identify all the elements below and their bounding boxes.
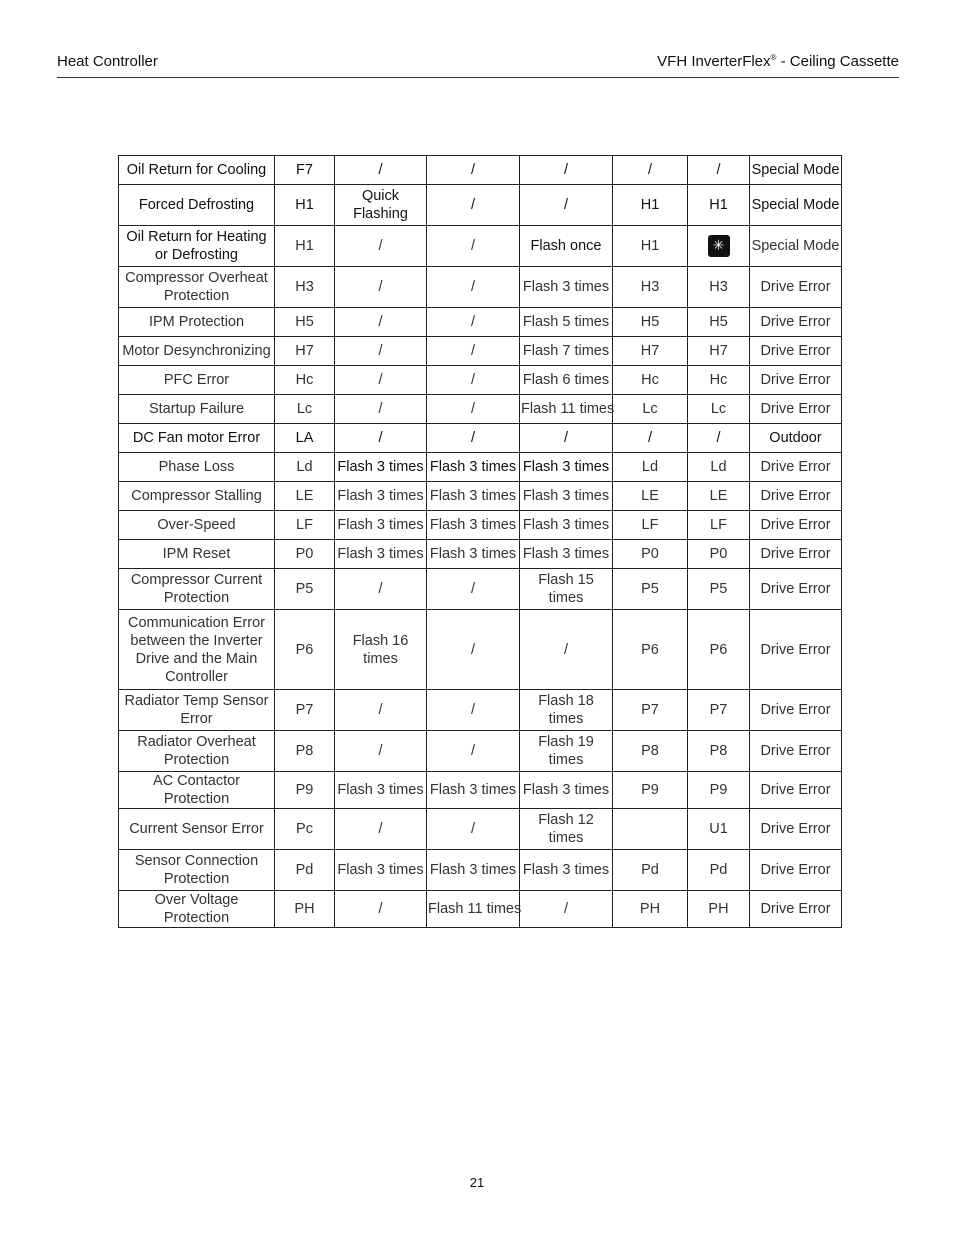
cell-error-name: Over Voltage Protection <box>119 891 275 928</box>
cell-led-1: Flash 3 times <box>335 482 427 511</box>
cell-error-name: Over-Speed <box>119 511 275 540</box>
cell-led-1: / <box>335 569 427 610</box>
cell-display-2: / <box>688 424 750 453</box>
cell-display-1 <box>613 809 688 850</box>
cell-category: Drive Error <box>750 690 842 731</box>
cell-display-1: P8 <box>613 731 688 772</box>
cell-led-3: Flash 3 times <box>520 772 613 809</box>
cell-led-1: Quick Flashing <box>335 185 427 226</box>
cell-display-1: H7 <box>613 337 688 366</box>
cell-code: H5 <box>275 308 335 337</box>
cell-display-2: P0 <box>688 540 750 569</box>
cell-display-2: LF <box>688 511 750 540</box>
cell-led-2: Flash 3 times <box>427 540 520 569</box>
table-row <box>119 610 842 690</box>
cell-led-1: / <box>335 337 427 366</box>
table-row <box>119 185 842 226</box>
cell-category: Drive Error <box>750 366 842 395</box>
cell-led-1: / <box>335 690 427 731</box>
cell-led-2: / <box>427 337 520 366</box>
cell-code: Ld <box>275 453 335 482</box>
cell-led-1: / <box>335 891 427 928</box>
cell-led-1: / <box>335 226 427 267</box>
cell-error-name: PFC Error <box>119 366 275 395</box>
table-row <box>119 226 842 267</box>
table-row <box>119 395 842 424</box>
cell-led-2: Flash 3 times <box>427 850 520 891</box>
cell-display-1: LE <box>613 482 688 511</box>
cell-error-name: Radiator Temp Sensor Error <box>119 690 275 731</box>
cell-error-name: Radiator Overheat Protection <box>119 731 275 772</box>
table-row <box>119 424 842 453</box>
cell-display-2: H7 <box>688 337 750 366</box>
table-row <box>119 569 842 610</box>
cell-category: Drive Error <box>750 453 842 482</box>
header-left-title: Heat Controller <box>57 53 158 70</box>
cell-led-3: Flash once <box>520 226 613 267</box>
table-row <box>119 308 842 337</box>
cell-led-2: Flash 11 times <box>427 891 520 928</box>
table-row <box>119 891 842 928</box>
cell-display-1: P6 <box>613 610 688 690</box>
table-row <box>119 453 842 482</box>
cell-led-2: / <box>427 185 520 226</box>
cell-led-3: / <box>520 424 613 453</box>
cell-code: P6 <box>275 610 335 690</box>
cell-display-1: PH <box>613 891 688 928</box>
cell-display-1: P5 <box>613 569 688 610</box>
cell-category: Drive Error <box>750 809 842 850</box>
cell-led-1: / <box>335 809 427 850</box>
cell-led-2: / <box>427 690 520 731</box>
cell-led-1: Flash 3 times <box>335 453 427 482</box>
table-row <box>119 267 842 308</box>
cell-error-name: Startup Failure <box>119 395 275 424</box>
cell-display-2: LE <box>688 482 750 511</box>
cell-led-3: Flash 3 times <box>520 850 613 891</box>
cell-code: F7 <box>275 156 335 185</box>
table-row <box>119 731 842 772</box>
cell-led-3: Flash 6 times <box>520 366 613 395</box>
cell-led-3: Flash 3 times <box>520 267 613 308</box>
cell-display-2: H3 <box>688 267 750 308</box>
cell-error-name: Oil Return for Cooling <box>119 156 275 185</box>
cell-code: Hc <box>275 366 335 395</box>
cell-error-name: Compressor Stalling <box>119 482 275 511</box>
cell-category: Special Mode <box>750 185 842 226</box>
table-row <box>119 690 842 731</box>
cell-error-name: DC Fan motor Error <box>119 424 275 453</box>
cell-led-2: / <box>427 267 520 308</box>
cell-display-1: Hc <box>613 366 688 395</box>
cell-led-2: Flash 3 times <box>427 482 520 511</box>
cell-led-1: Flash 3 times <box>335 540 427 569</box>
snowflake-icon: ✳ <box>708 235 730 257</box>
cell-display-2: Pd <box>688 850 750 891</box>
cell-code: PH <box>275 891 335 928</box>
table-row <box>119 337 842 366</box>
cell-led-3: Flash 18 times <box>520 690 613 731</box>
table-row <box>119 772 842 809</box>
header-right-title <box>657 53 899 70</box>
cell-error-name: AC Contactor Protection <box>119 772 275 809</box>
cell-code: LE <box>275 482 335 511</box>
cell-led-3: Flash 11 times <box>520 395 613 424</box>
page-number: 21 <box>469 1175 485 1190</box>
cell-display-1: LF <box>613 511 688 540</box>
cell-display-1: Lc <box>613 395 688 424</box>
cell-code: H7 <box>275 337 335 366</box>
cell-led-3: Flash 3 times <box>520 482 613 511</box>
table-row <box>119 809 842 850</box>
cell-error-name: Forced Defrosting <box>119 185 275 226</box>
cell-led-2: Flash 3 times <box>427 772 520 809</box>
cell-display-1: Pd <box>613 850 688 891</box>
cell-error-name: Oil Return for Heating or Defrosting <box>119 226 275 267</box>
cell-code: H3 <box>275 267 335 308</box>
cell-display-1: Ld <box>613 453 688 482</box>
cell-display-1: P0 <box>613 540 688 569</box>
cell-category: Drive Error <box>750 337 842 366</box>
cell-category: Special Mode <box>750 226 842 267</box>
cell-code: Lc <box>275 395 335 424</box>
cell-led-2: / <box>427 308 520 337</box>
cell-code: LA <box>275 424 335 453</box>
cell-code: H1 <box>275 226 335 267</box>
cell-error-name: Communication Error between the Inverter Drive and the Main Controller <box>119 610 275 690</box>
cell-display-2: P9 <box>688 772 750 809</box>
cell-led-3: Flash 12 times <box>520 809 613 850</box>
cell-category: Outdoor <box>750 424 842 453</box>
cell-display-1: P9 <box>613 772 688 809</box>
cell-led-1: / <box>335 308 427 337</box>
cell-led-2: / <box>427 809 520 850</box>
cell-led-1: / <box>335 156 427 185</box>
cell-display-1: H1 <box>613 185 688 226</box>
cell-category: Drive Error <box>750 772 842 809</box>
cell-display-2: Lc <box>688 395 750 424</box>
header-product: VFH InverterFlex <box>657 53 771 70</box>
cell-led-3: Flash 3 times <box>520 540 613 569</box>
cell-category: Drive Error <box>750 610 842 690</box>
table-row <box>119 511 842 540</box>
cell-display-2: / <box>688 156 750 185</box>
cell-led-1: / <box>335 366 427 395</box>
cell-led-3: / <box>520 185 613 226</box>
cell-category: Drive Error <box>750 850 842 891</box>
table-row <box>119 540 842 569</box>
cell-category: Drive Error <box>750 891 842 928</box>
cell-led-1: / <box>335 395 427 424</box>
cell-display-2: U1 <box>688 809 750 850</box>
cell-led-1: / <box>335 267 427 308</box>
error-code-table-body <box>119 156 842 928</box>
cell-code: Pc <box>275 809 335 850</box>
cell-error-name: Compressor Current Protection <box>119 569 275 610</box>
table-row <box>119 156 842 185</box>
cell-error-name: Motor Desynchronizing <box>119 337 275 366</box>
cell-display-2: PH <box>688 891 750 928</box>
cell-code: P0 <box>275 540 335 569</box>
cell-led-1: Flash 3 times <box>335 511 427 540</box>
cell-led-3: Flash 3 times <box>520 453 613 482</box>
header-product-suffix: - Ceiling Cassette <box>776 53 899 70</box>
table-row <box>119 366 842 395</box>
cell-display-1: H3 <box>613 267 688 308</box>
cell-led-1: / <box>335 424 427 453</box>
cell-code: H1 <box>275 185 335 226</box>
cell-led-2: / <box>427 731 520 772</box>
cell-display-1: H1 <box>613 226 688 267</box>
cell-code: P7 <box>275 690 335 731</box>
cell-error-name: Current Sensor Error <box>119 809 275 850</box>
cell-led-3: Flash 3 times <box>520 511 613 540</box>
cell-led-2: Flash 3 times <box>427 453 520 482</box>
cell-display-1: / <box>613 156 688 185</box>
cell-error-name: IPM Protection <box>119 308 275 337</box>
cell-category: Drive Error <box>750 540 842 569</box>
cell-error-name: IPM Reset <box>119 540 275 569</box>
cell-code: P9 <box>275 772 335 809</box>
cell-display-1: P7 <box>613 690 688 731</box>
cell-led-1: / <box>335 731 427 772</box>
cell-led-2: / <box>427 156 520 185</box>
cell-error-name: Phase Loss <box>119 453 275 482</box>
cell-display-1: H5 <box>613 308 688 337</box>
cell-led-2: / <box>427 569 520 610</box>
cell-display-2: P7 <box>688 690 750 731</box>
cell-led-3: Flash 19 times <box>520 731 613 772</box>
cell-display-2: P5 <box>688 569 750 610</box>
registered-mark: ® <box>770 53 777 62</box>
table-row <box>119 850 842 891</box>
cell-led-3: / <box>520 891 613 928</box>
cell-error-name: Compressor Overheat Protection <box>119 267 275 308</box>
cell-led-2: / <box>427 395 520 424</box>
cell-led-3: Flash 15 times <box>520 569 613 610</box>
cell-code: LF <box>275 511 335 540</box>
table-row <box>119 482 842 511</box>
cell-category: Drive Error <box>750 267 842 308</box>
cell-led-1: Flash 3 times <box>335 772 427 809</box>
cell-led-2: / <box>427 226 520 267</box>
cell-category: Drive Error <box>750 482 842 511</box>
cell-led-3: / <box>520 156 613 185</box>
cell-led-3: Flash 7 times <box>520 337 613 366</box>
cell-category: Drive Error <box>750 569 842 610</box>
cell-display-2: Ld <box>688 453 750 482</box>
cell-display-2: P8 <box>688 731 750 772</box>
cell-code: P5 <box>275 569 335 610</box>
cell-category: Drive Error <box>750 731 842 772</box>
cell-led-2: Flash 3 times <box>427 511 520 540</box>
page-header <box>57 50 899 78</box>
cell-display-2: P6 <box>688 610 750 690</box>
cell-error-name: Sensor Connection Protection <box>119 850 275 891</box>
cell-display-2: Hc <box>688 366 750 395</box>
cell-led-3: Flash 5 times <box>520 308 613 337</box>
cell-display-2 <box>688 226 750 267</box>
error-code-table <box>118 155 842 928</box>
cell-category: Special Mode <box>750 156 842 185</box>
cell-code: Pd <box>275 850 335 891</box>
cell-led-1: Flash 3 times <box>335 850 427 891</box>
cell-led-2: / <box>427 610 520 690</box>
cell-category: Drive Error <box>750 308 842 337</box>
cell-led-1: Flash 16 times <box>335 610 427 690</box>
cell-display-2: H5 <box>688 308 750 337</box>
cell-led-3: / <box>520 610 613 690</box>
cell-display-2: H1 <box>688 185 750 226</box>
cell-category: Drive Error <box>750 511 842 540</box>
cell-led-2: / <box>427 366 520 395</box>
cell-code: P8 <box>275 731 335 772</box>
cell-led-2: / <box>427 424 520 453</box>
cell-display-1: / <box>613 424 688 453</box>
cell-category: Drive Error <box>750 395 842 424</box>
